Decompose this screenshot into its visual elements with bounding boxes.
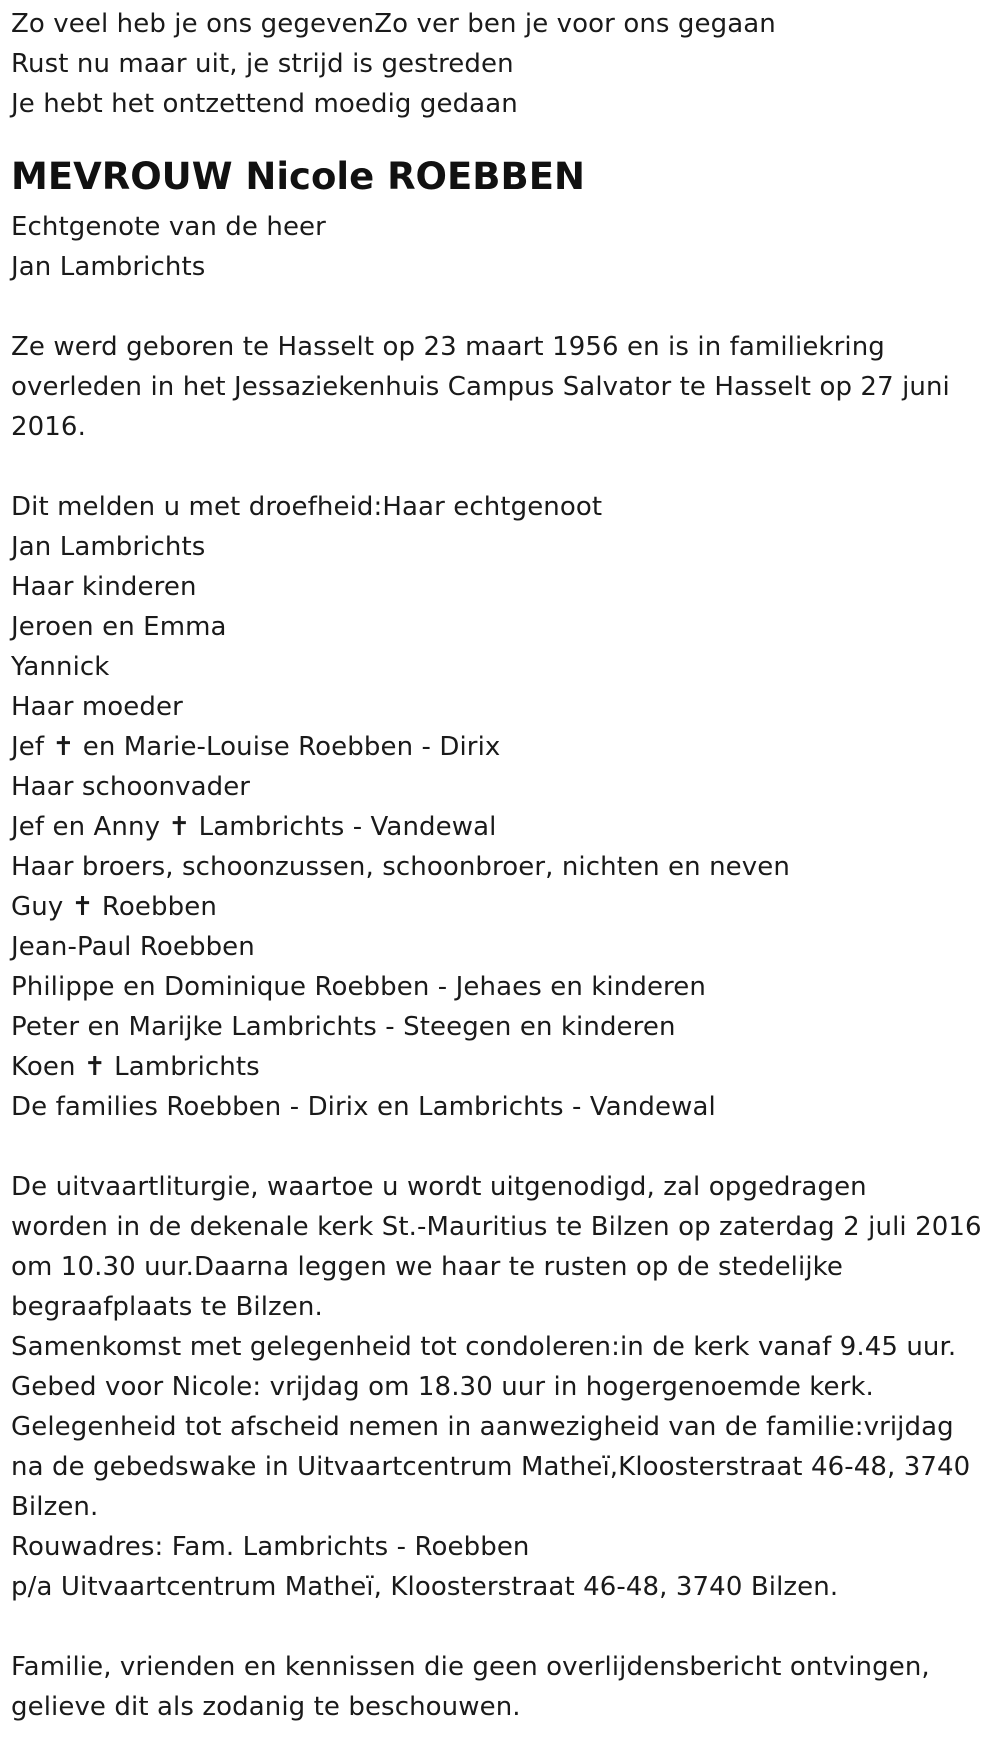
poem-line: Zo veel heb je ons gegevenZo ver ben je voor ons gegaan: [11, 9, 776, 39]
poem-line: Rust nu maar uit, je strijd is gestreden: [11, 49, 514, 79]
poem-section: [11, 4, 996, 124]
funeral-line: Gebed voor Nicole: vrijdag om 18.30 uur in hogergenoemde kerk.: [11, 1372, 874, 1402]
funeral-line: Bilzen.: [11, 1492, 99, 1522]
paragraph-spacer: [11, 447, 996, 487]
paragraph-spacer: [11, 1127, 996, 1167]
family-line: Jeroen en Emma: [11, 612, 227, 642]
closing-line: Familie, vrienden en kennissen die geen overlijdensbericht ontvingen,: [11, 1652, 930, 1682]
spouse-section: [11, 207, 996, 287]
paragraph-spacer: [11, 287, 996, 327]
family-line: Jan Lambrichts: [11, 532, 206, 562]
funeral-line: Samenkomst met gelegenheid tot condoleren:in de kerk vanaf 9.45 uur.: [11, 1332, 957, 1362]
deceased-name-title: MEVROUW Nicole ROEBBEN: [11, 155, 585, 198]
closing-line: gelieve dit als zodanig te beschouwen.: [11, 1692, 521, 1722]
funeral-line: worden in de dekenale kerk St.-Mauritius te Bilzen op zaterdag 2 juli 2016: [11, 1212, 982, 1242]
funeral-section: [11, 1167, 996, 1607]
family-line: Koen ✝ Lambrichts: [11, 1052, 260, 1082]
funeral-line: om 10.30 uur.Daarna leggen we haar te rusten op de stedelijke: [11, 1252, 843, 1282]
funeral-line: De uitvaartliturgie, waartoe u wordt uitgenodigd, zal opgedragen: [11, 1172, 867, 1202]
family-section: [11, 487, 996, 1127]
spouse-line: Echtgenote van de heer: [11, 212, 326, 242]
paragraph-spacer: [11, 1607, 996, 1647]
family-line: Haar schoonvader: [11, 772, 251, 802]
family-line: Jef ✝ en Marie-Louise Roebben - Dirix: [11, 732, 501, 762]
birth-death-line: overleden in het Jessaziekenhuis Campus Salvator te Hasselt op 27 juni: [11, 372, 950, 402]
family-line: Philippe en Dominique Roebben - Jehaes en kinderen: [11, 972, 706, 1002]
birth-death-line: 2016.: [11, 412, 86, 442]
family-line: Yannick: [11, 652, 110, 682]
family-line: Jef en Anny ✝ Lambrichts - Vandewal: [11, 812, 497, 842]
family-line: Dit melden u met droefheid:Haar echtgenoot: [11, 492, 603, 522]
family-line: Guy ✝ Roebben: [11, 892, 217, 922]
spouse-line: Jan Lambrichts: [11, 252, 206, 282]
birth-death-section: [11, 327, 996, 447]
obituary-document: [11, 4, 996, 1727]
funeral-line: na de gebedswake in Uitvaartcentrum Matheï,Kloosterstraat 46-48, 3740: [11, 1452, 971, 1482]
family-line: Jean-Paul Roebben: [11, 932, 255, 962]
family-line: Peter en Marijke Lambrichts - Steegen en kinderen: [11, 1012, 676, 1042]
family-line: Haar moeder: [11, 692, 183, 722]
family-line: Haar broers, schoonzussen, schoonbroer, nichten en neven: [11, 852, 790, 882]
funeral-line: p/a Uitvaartcentrum Matheï, Kloosterstraat 46-48, 3740 Bilzen.: [11, 1572, 839, 1602]
family-line: Haar kinderen: [11, 572, 197, 602]
funeral-line: begraafplaats te Bilzen.: [11, 1292, 323, 1322]
funeral-line: Gelegenheid tot afscheid nemen in aanwezigheid van de familie:vrijdag: [11, 1412, 954, 1442]
funeral-line: Rouwadres: Fam. Lambrichts - Roebben: [11, 1532, 530, 1562]
birth-death-line: Ze werd geboren te Hasselt op 23 maart 1956 en is in familiekring: [11, 332, 885, 362]
closing-section: [11, 1647, 996, 1727]
family-line: De families Roebben - Dirix en Lambrichts - Vandewal: [11, 1092, 716, 1122]
poem-line: Je hebt het ontzettend moedig gedaan: [11, 89, 518, 119]
